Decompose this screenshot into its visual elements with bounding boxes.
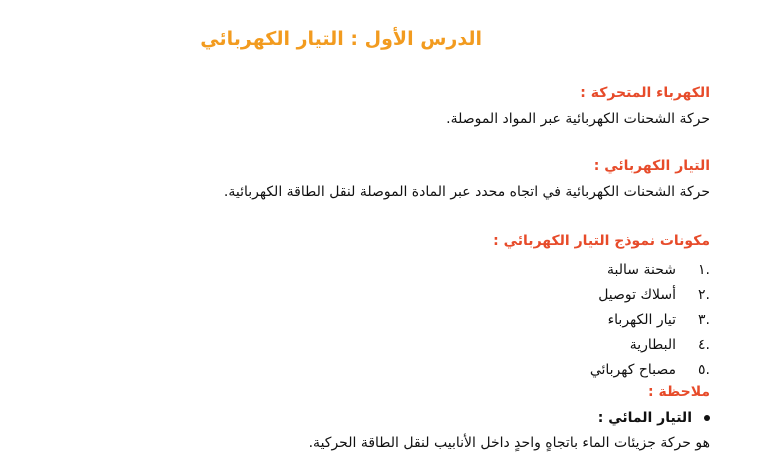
list-item-label: تيار الكهرباء <box>607 312 676 328</box>
bullet-icon <box>704 415 710 421</box>
list-number: .٢ <box>698 287 710 303</box>
list-number: .١ <box>698 262 710 278</box>
definition-water-current: هو حركة جزيئات الماء باتجاهٍ واحدٍ داخل الأنابيب لنقل الطاقة الحركية. <box>308 435 710 451</box>
list-item <box>590 333 710 358</box>
components-list <box>590 258 710 383</box>
list-number: .٣ <box>698 312 710 328</box>
water-current-label: التيار المائي : <box>597 410 692 426</box>
list-item <box>590 258 710 283</box>
list-item <box>590 308 710 333</box>
heading-moving-electricity: الكهرباء المتحركة : <box>580 85 710 101</box>
list-item-label: البطارية <box>629 337 676 353</box>
heading-electric-current: التيار الكهربائي : <box>593 158 710 174</box>
list-item-label: شحنة سالبة <box>607 262 676 278</box>
list-item <box>590 283 710 308</box>
heading-model-components: مكونات نموذج التيار الكهربائي : <box>493 233 710 249</box>
lesson-title: الدرس الأول : التيار الكهربائي <box>200 28 482 50</box>
bullet-water-current <box>598 410 710 426</box>
list-number: .٥ <box>698 362 710 378</box>
list-item-label: أسلاك توصيل <box>598 287 676 303</box>
definition-moving-electricity: حركة الشحنات الكهربائية عبر المواد الموصلة. <box>446 111 710 127</box>
definition-electric-current: حركة الشحنات الكهربائية في اتجاه محدد عبر المادة الموصلة لنقل الطاقة الكهربائية. <box>223 184 710 200</box>
list-item <box>590 358 710 383</box>
list-number: .٤ <box>698 337 710 353</box>
heading-note: ملاحظة : <box>648 384 710 400</box>
list-item-label: مصباح كهربائي <box>589 362 676 378</box>
